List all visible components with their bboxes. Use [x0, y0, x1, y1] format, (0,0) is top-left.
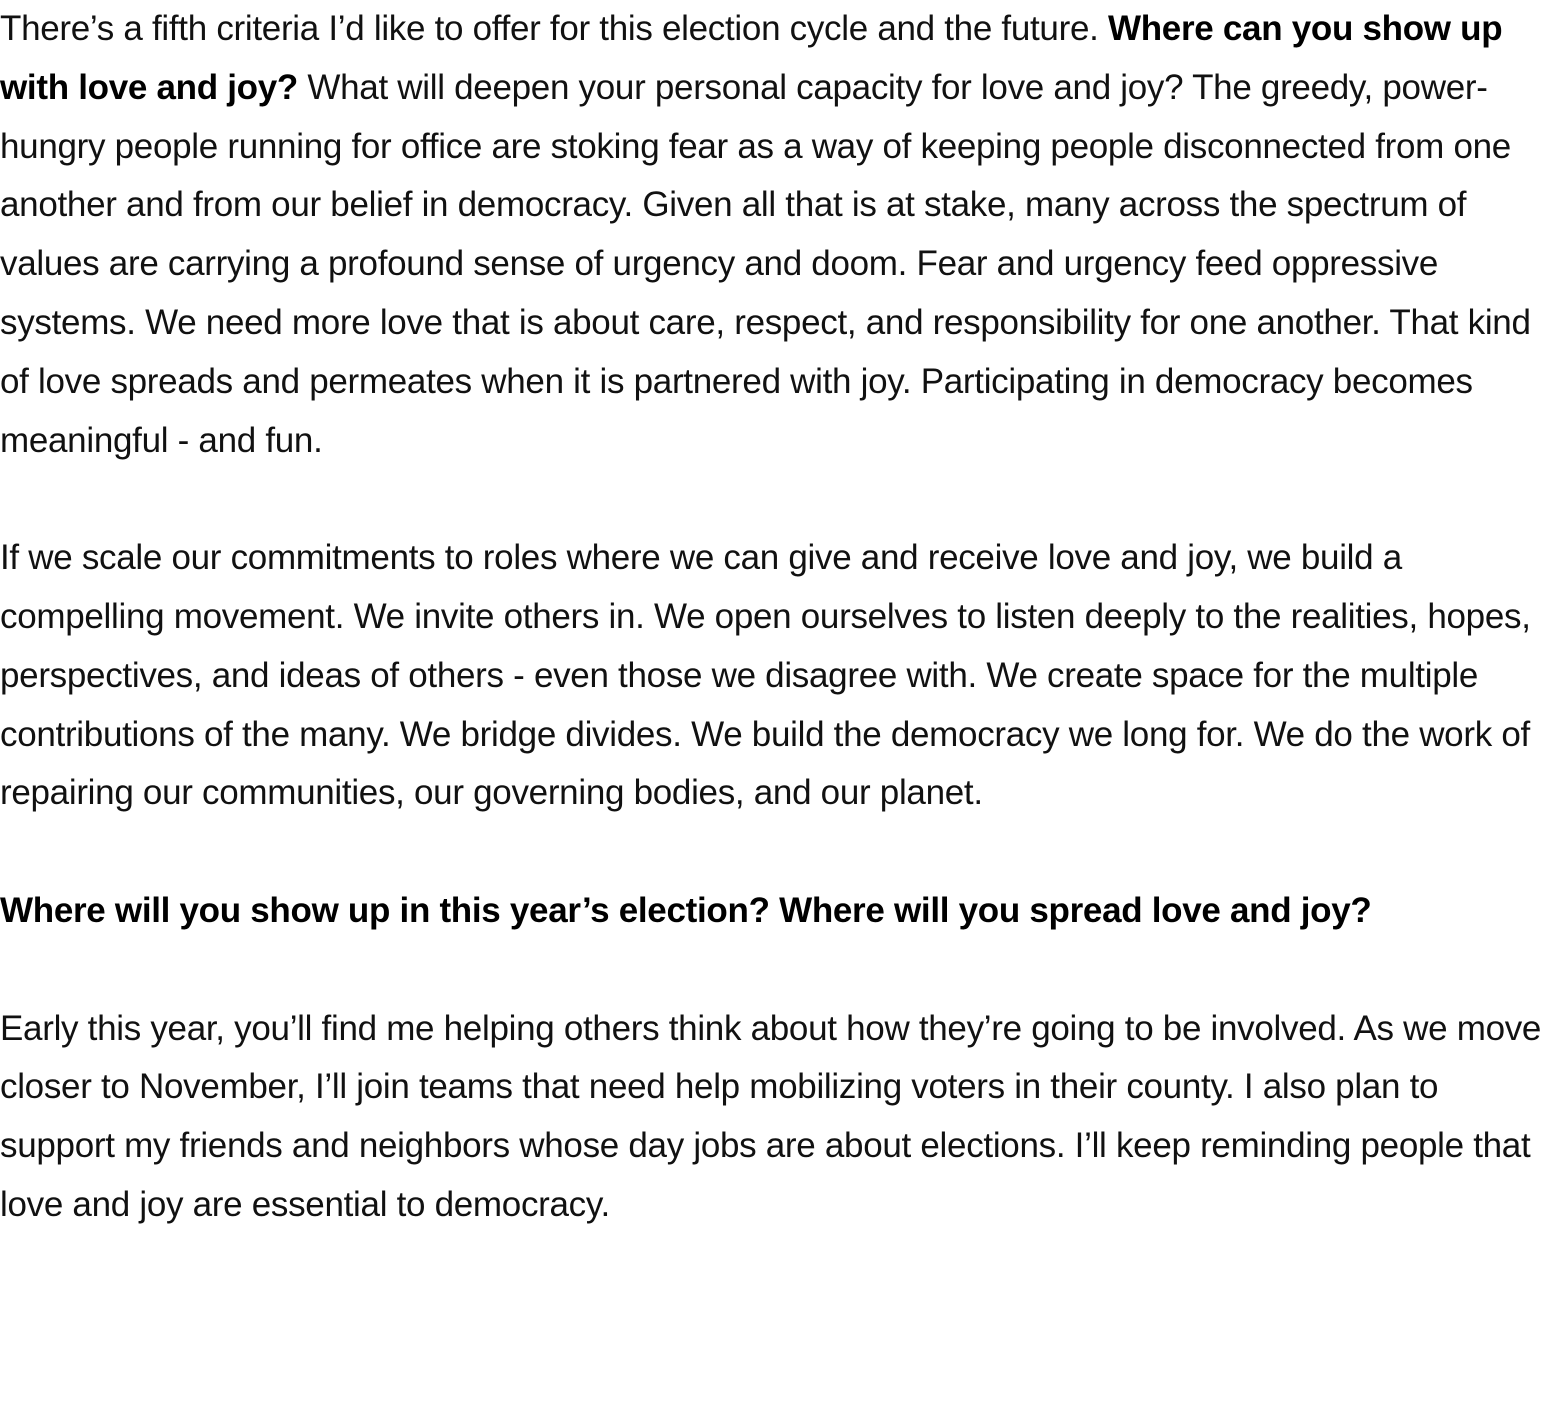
emphasis-question: Where can you show up with love and joy? — [0, 9, 1503, 107]
paragraph-lead-text: There’s a fifth criteria I’d like to offer for this election cycle and the future. — [0, 9, 1108, 48]
call-to-action-question: Where will you show up in this year’s election? Where will you spread love and joy? — [0, 890, 1372, 930]
paragraph-fifth-criteria — [0, 0, 1542, 470]
paragraph-personal-plan: Early this year, you’ll find me helping others think about how they’re going to be involved. As we move closer to November, I’ll join teams that need help mobilizing voters in their county. I also plan to support my friends and neighbors whose day jobs are about elections. I’ll keep reminding people that love and joy are essential to democracy. — [0, 1008, 1542, 1224]
paragraph-scale-commitments: If we scale our commitments to roles where we can give and receive love and joy, we build a compelling movement. We invite others in. We open ourselves to listen deeply to the realities, hopes, perspectives, and ideas of others - even those we disagree with. We create space for the multiple contributions of the many. We bridge divides. We build the democracy we long for. We do the work of repairing our communities, our governing bodies, and our planet. — [0, 538, 1531, 813]
paragraph-call-to-action — [0, 882, 1542, 941]
paragraph-body-text: What will deepen your personal capacity for love and joy? The greedy, power-hungry people running for office are stoking fear as a way of keeping people disconnected from one another and from our belief in democracy. Given all that is at stake, many across the spectrum of values are carrying a profound sense of urgency and doom. Fear and urgency feed oppressive systems. We need more love that is about care, respect, and responsibility for one another. That kind of love spreads and permeates when it is partnered with joy. Participating in democracy becomes meaningful - and fun. — [0, 67, 1531, 460]
